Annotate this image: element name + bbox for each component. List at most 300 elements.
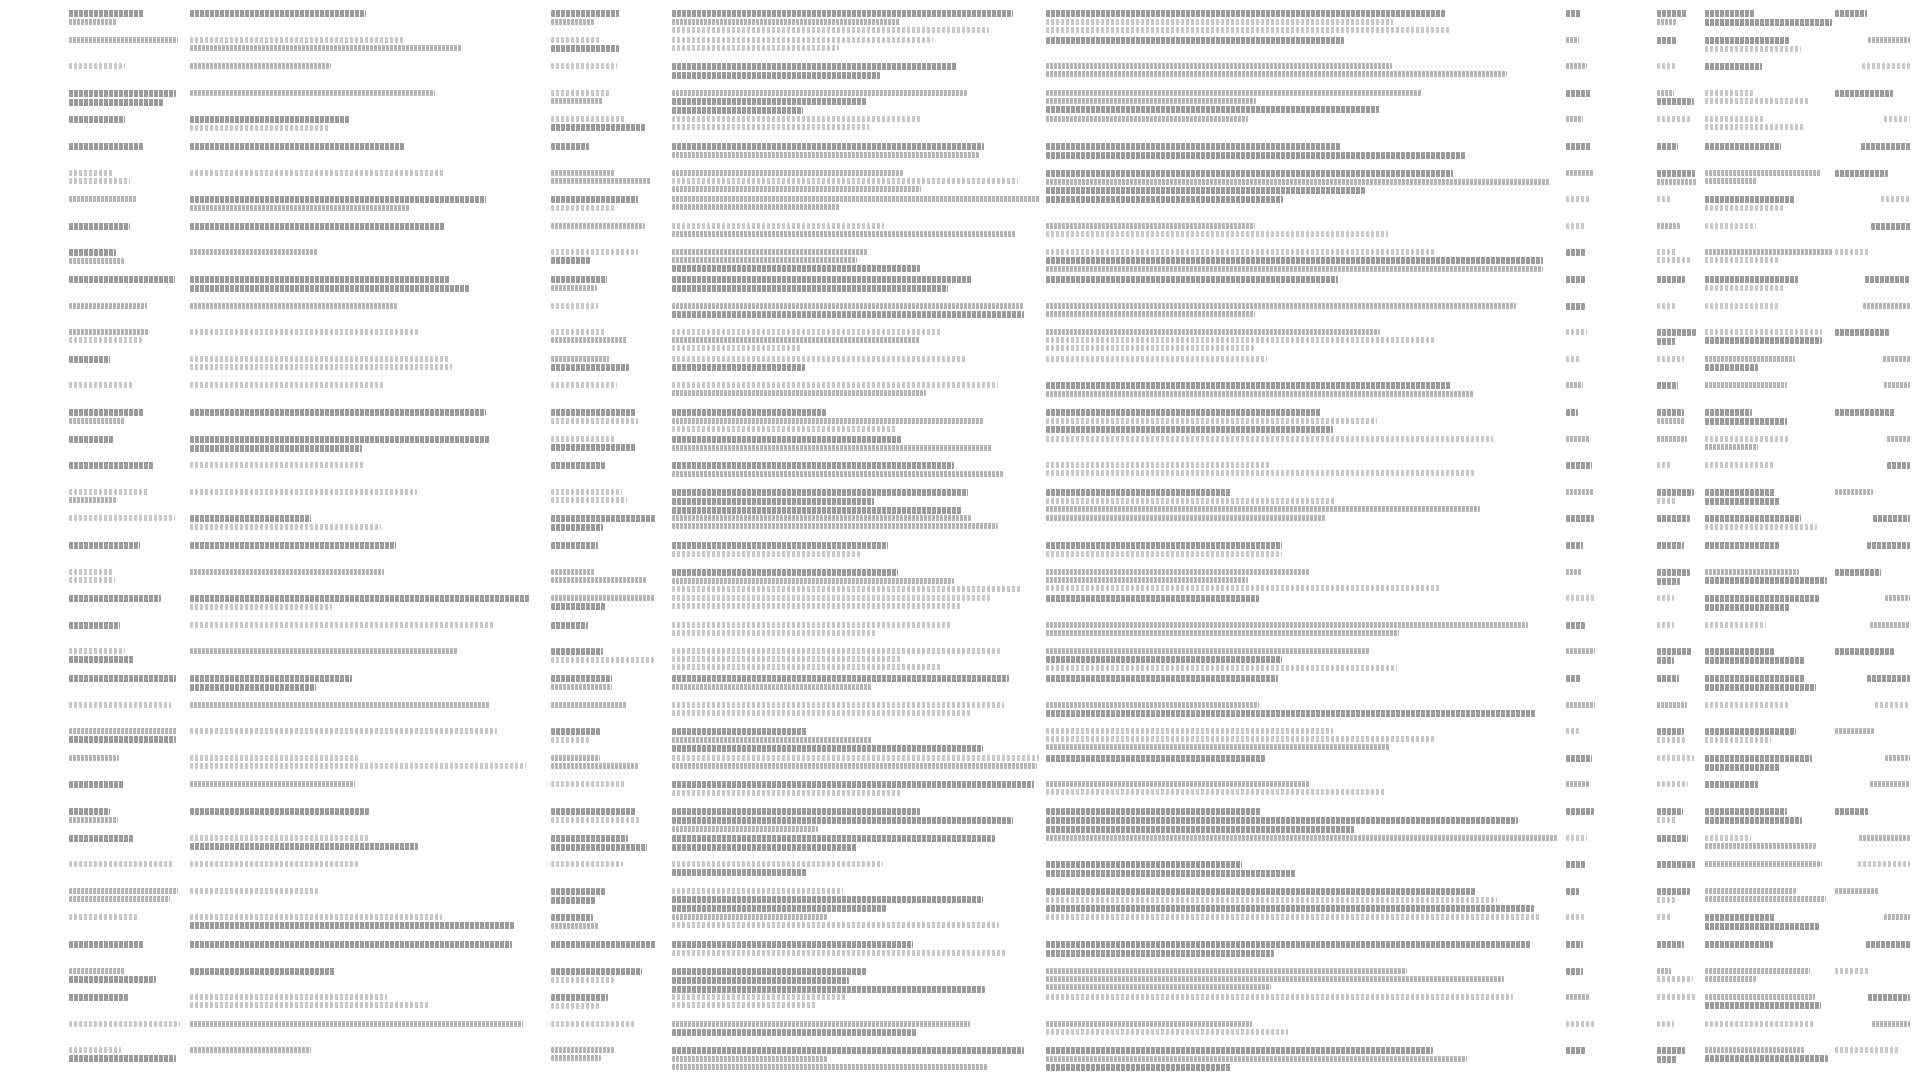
text-line — [69, 656, 134, 663]
description-cell — [1046, 301, 1561, 328]
number-cell — [1566, 859, 1599, 886]
text-line — [672, 950, 1007, 956]
code-cell — [1657, 966, 1697, 993]
text-line — [672, 595, 991, 601]
tail-cell — [1835, 939, 1910, 966]
text-line — [1566, 116, 1583, 122]
code-cell — [1657, 673, 1697, 700]
listing-row — [0, 859, 1920, 886]
text-line — [1705, 914, 1774, 921]
text-line — [1566, 994, 1589, 1000]
number-cell — [1566, 168, 1599, 195]
meta-cell — [1705, 540, 1835, 567]
text-line — [672, 445, 992, 451]
text-line — [1566, 622, 1585, 629]
meta-cell — [1705, 301, 1835, 328]
text-line — [69, 968, 125, 974]
description-cell — [1046, 833, 1561, 860]
text-line — [672, 542, 888, 549]
listing-row — [0, 407, 1920, 434]
text-line — [1566, 276, 1585, 283]
date-cell — [69, 673, 181, 700]
text-line — [1867, 675, 1910, 682]
meta-cell — [1705, 939, 1835, 966]
meta-cell — [1705, 700, 1835, 727]
text-line — [1705, 249, 1832, 255]
tail-cell — [1835, 194, 1910, 221]
id-cell — [551, 380, 657, 407]
text-line — [1046, 622, 1528, 628]
text-line — [190, 356, 449, 362]
date-cell — [69, 806, 181, 833]
text-line — [1865, 276, 1910, 283]
text-line — [672, 10, 1013, 17]
text-line — [1046, 276, 1338, 283]
text-line — [672, 489, 968, 496]
text-line — [672, 737, 872, 743]
text-line — [672, 977, 849, 984]
source-cell — [672, 567, 1042, 594]
text-line — [1705, 1055, 1828, 1062]
date-cell — [69, 460, 181, 487]
text-line — [1566, 808, 1594, 815]
text-line — [1046, 551, 1282, 557]
source-cell — [672, 88, 1042, 115]
date-cell — [69, 274, 181, 301]
text-line — [69, 409, 144, 416]
id-cell — [551, 700, 657, 727]
text-line — [190, 45, 462, 51]
text-line — [1835, 409, 1895, 416]
meta-cell — [1705, 513, 1835, 540]
text-line — [69, 835, 134, 842]
text-line — [1046, 311, 1255, 317]
text-line — [551, 835, 628, 842]
description-cell — [1046, 88, 1561, 115]
text-line — [1866, 941, 1910, 948]
text-line — [69, 781, 124, 788]
listing-row — [0, 513, 1920, 540]
text-line — [1566, 489, 1594, 495]
text-line — [672, 152, 979, 158]
date-cell — [69, 593, 181, 620]
text-line — [1705, 896, 1826, 902]
text-line — [1657, 808, 1683, 815]
text-line — [190, 364, 452, 370]
text-line — [672, 265, 920, 272]
title-cell — [190, 88, 535, 115]
source-cell — [672, 753, 1042, 780]
text-line — [551, 19, 594, 25]
text-line — [1046, 426, 1333, 433]
text-line — [551, 116, 625, 122]
listing-row — [0, 61, 1920, 88]
text-line — [551, 196, 638, 203]
id-cell — [551, 141, 657, 168]
source-cell — [672, 833, 1042, 860]
text-line — [551, 364, 629, 371]
text-line — [1835, 489, 1873, 495]
id-cell — [551, 114, 657, 141]
tail-cell — [1835, 859, 1910, 886]
text-line — [1046, 170, 1453, 177]
text-line — [672, 1029, 916, 1036]
date-cell — [69, 859, 181, 886]
code-cell — [1657, 327, 1697, 354]
description-cell — [1046, 540, 1561, 567]
tail-cell — [1835, 966, 1910, 993]
meta-cell — [1705, 620, 1835, 647]
source-cell — [672, 247, 1042, 274]
text-line — [69, 976, 156, 983]
tail-cell — [1835, 753, 1910, 780]
date-cell — [69, 753, 181, 780]
text-line — [1705, 223, 1756, 229]
meta-cell — [1705, 1045, 1835, 1072]
text-line — [1835, 728, 1874, 734]
text-line — [1566, 249, 1586, 256]
tail-cell — [1835, 833, 1910, 860]
text-line — [1566, 702, 1595, 708]
text-line — [1705, 444, 1758, 450]
text-line — [1705, 329, 1822, 335]
text-line — [551, 524, 603, 531]
listing-row — [0, 434, 1920, 461]
text-line — [672, 586, 1020, 592]
text-line — [1705, 63, 1762, 70]
text-line — [551, 356, 609, 362]
listing-row — [0, 168, 1920, 195]
text-line — [1858, 861, 1910, 867]
text-line — [190, 861, 360, 867]
code-cell — [1657, 726, 1697, 753]
number-cell — [1566, 434, 1599, 461]
text-line — [1046, 1029, 1288, 1035]
text-line — [1705, 116, 1764, 122]
text-line — [69, 303, 147, 309]
code-cell — [1657, 700, 1697, 727]
text-line — [1868, 994, 1910, 1001]
code-cell — [1657, 859, 1697, 886]
text-line — [551, 603, 606, 610]
text-line — [1705, 37, 1790, 44]
meta-cell — [1705, 833, 1835, 860]
source-cell — [672, 992, 1042, 1019]
source-cell — [672, 274, 1042, 301]
description-cell — [1046, 434, 1561, 461]
text-line — [1705, 1021, 1815, 1027]
text-line — [190, 436, 490, 443]
text-line — [672, 471, 1004, 477]
text-line — [1705, 498, 1779, 505]
code-cell — [1657, 194, 1697, 221]
text-line — [672, 551, 860, 557]
text-line — [1046, 835, 1557, 841]
text-line — [1657, 382, 1678, 389]
text-line — [1705, 622, 1766, 628]
code-cell — [1657, 247, 1697, 274]
text-line — [1046, 585, 1439, 591]
text-line — [551, 124, 646, 131]
text-line — [672, 968, 867, 975]
code-cell — [1657, 939, 1697, 966]
listing-row — [0, 247, 1920, 274]
text-line — [69, 675, 176, 682]
title-cell — [190, 247, 535, 274]
description-cell — [1046, 8, 1561, 35]
text-line — [672, 37, 933, 43]
description-cell — [1046, 247, 1561, 274]
number-cell — [1566, 700, 1599, 727]
text-line — [1705, 196, 1794, 203]
number-cell — [1566, 833, 1599, 860]
text-line — [1046, 675, 1278, 682]
text-line — [551, 1003, 599, 1009]
id-cell — [551, 8, 657, 35]
text-line — [69, 170, 113, 176]
source-cell — [672, 8, 1042, 35]
text-line — [1046, 37, 1344, 44]
number-cell — [1566, 221, 1599, 248]
text-line — [672, 905, 886, 912]
tail-cell — [1835, 806, 1910, 833]
text-line — [672, 888, 843, 894]
text-line — [1566, 728, 1579, 734]
text-line — [1566, 515, 1594, 522]
text-line — [1705, 755, 1812, 762]
text-line — [551, 941, 656, 948]
listing-row — [0, 753, 1920, 780]
text-line — [1046, 329, 1380, 335]
text-line — [672, 223, 884, 229]
text-line — [69, 249, 116, 256]
meta-cell — [1705, 673, 1835, 700]
title-cell — [190, 859, 535, 886]
text-line — [672, 515, 971, 521]
text-line — [1875, 702, 1910, 708]
text-line — [1046, 90, 1422, 96]
text-line — [1657, 143, 1678, 150]
source-cell — [672, 1019, 1042, 1046]
listing-row — [0, 912, 1920, 939]
text-line — [551, 37, 600, 43]
text-line — [69, 462, 154, 469]
text-line — [1705, 515, 1801, 522]
text-line — [551, 223, 645, 229]
text-line — [1705, 648, 1774, 655]
text-line — [1046, 630, 1399, 636]
text-line — [69, 356, 110, 363]
text-line — [1566, 914, 1584, 920]
text-line — [69, 418, 125, 424]
source-cell — [672, 301, 1042, 328]
text-line — [190, 542, 396, 549]
number-cell — [1566, 194, 1599, 221]
number-cell — [1566, 1045, 1599, 1072]
text-line — [69, 808, 110, 815]
number-cell — [1566, 1019, 1599, 1046]
number-cell — [1566, 327, 1599, 354]
tail-cell — [1835, 61, 1910, 88]
text-line — [1887, 436, 1910, 442]
code-cell — [1657, 35, 1697, 62]
text-line — [190, 569, 384, 575]
text-line — [672, 1064, 988, 1070]
title-cell — [190, 779, 535, 806]
text-line — [672, 763, 1037, 769]
text-line — [1046, 116, 1248, 122]
id-cell — [551, 1019, 657, 1046]
text-line — [190, 524, 381, 530]
meta-cell — [1705, 460, 1835, 487]
description-cell — [1046, 646, 1561, 673]
id-cell — [551, 61, 657, 88]
text-line — [672, 382, 998, 388]
number-cell — [1566, 380, 1599, 407]
number-cell — [1566, 567, 1599, 594]
description-cell — [1046, 141, 1561, 168]
text-line — [1835, 888, 1879, 894]
source-cell — [672, 966, 1042, 993]
date-cell — [69, 487, 181, 514]
code-cell — [1657, 221, 1697, 248]
text-line — [1835, 648, 1894, 655]
tail-cell — [1835, 301, 1910, 328]
text-line — [69, 702, 171, 708]
description-cell — [1046, 939, 1561, 966]
text-line — [1657, 542, 1684, 549]
listing-row — [0, 593, 1920, 620]
text-line — [1705, 702, 1788, 708]
text-line — [1566, 329, 1587, 335]
code-cell — [1657, 1045, 1697, 1072]
date-cell — [69, 194, 181, 221]
date-cell — [69, 327, 181, 354]
text-line — [69, 1021, 180, 1027]
text-line — [1835, 90, 1893, 97]
code-cell — [1657, 460, 1697, 487]
source-cell — [672, 168, 1042, 195]
text-line — [1566, 63, 1587, 69]
date-cell — [69, 992, 181, 1019]
text-line — [1566, 196, 1589, 202]
description-cell — [1046, 407, 1561, 434]
date-cell — [69, 779, 181, 806]
number-cell — [1566, 460, 1599, 487]
date-cell — [69, 247, 181, 274]
id-cell — [551, 859, 657, 886]
code-cell — [1657, 886, 1697, 913]
date-cell — [69, 1019, 181, 1046]
text-line — [190, 303, 397, 309]
title-cell — [190, 540, 535, 567]
text-line — [672, 72, 880, 79]
tail-cell — [1835, 620, 1910, 647]
title-cell — [190, 434, 535, 461]
title-cell — [190, 301, 535, 328]
id-cell — [551, 434, 657, 461]
description-cell — [1046, 513, 1561, 540]
text-line — [1705, 409, 1752, 416]
text-line — [1046, 10, 1446, 17]
title-cell — [190, 726, 535, 753]
text-line — [1657, 835, 1688, 842]
description-cell — [1046, 886, 1561, 913]
listing-row — [0, 8, 1920, 35]
text-line — [1705, 205, 1783, 211]
text-line — [551, 285, 597, 291]
text-line — [1566, 941, 1583, 948]
text-line — [1705, 10, 1755, 17]
date-cell — [69, 833, 181, 860]
text-line — [190, 843, 418, 850]
description-cell — [1046, 700, 1561, 727]
number-cell — [1566, 620, 1599, 647]
listing-row — [0, 327, 1920, 354]
text-line — [1046, 27, 1451, 33]
meta-cell — [1705, 88, 1835, 115]
text-line — [69, 817, 118, 823]
text-line — [1046, 755, 1265, 762]
text-line — [190, 835, 369, 841]
text-line — [1046, 303, 1516, 309]
text-line — [1566, 542, 1583, 549]
text-line — [1705, 382, 1787, 388]
text-line — [672, 648, 1000, 654]
text-line — [551, 968, 642, 975]
date-cell — [69, 434, 181, 461]
text-line — [1046, 1064, 1231, 1071]
code-cell — [1657, 168, 1697, 195]
text-line — [190, 763, 526, 769]
text-line — [1705, 337, 1822, 344]
text-line — [672, 675, 1009, 682]
text-line — [190, 489, 417, 495]
source-cell — [672, 779, 1042, 806]
text-line — [1835, 249, 1869, 255]
text-line — [1046, 337, 1434, 343]
text-line — [1046, 994, 1513, 1000]
date-cell — [69, 168, 181, 195]
date-cell — [69, 407, 181, 434]
text-line — [1657, 657, 1674, 664]
meta-cell — [1705, 859, 1835, 886]
text-line — [551, 728, 600, 735]
text-line — [190, 63, 331, 69]
source-cell — [672, 726, 1042, 753]
text-line — [1566, 10, 1581, 17]
description-cell — [1046, 380, 1561, 407]
text-line — [69, 622, 120, 629]
text-line — [1705, 808, 1787, 815]
code-cell — [1657, 540, 1697, 567]
text-line — [672, 63, 957, 70]
id-cell — [551, 301, 657, 328]
date-cell — [69, 567, 181, 594]
tail-cell — [1835, 247, 1910, 274]
text-line — [1046, 196, 1283, 203]
text-line — [69, 99, 163, 106]
text-line — [1046, 498, 1335, 504]
text-line — [1835, 170, 1888, 177]
code-cell — [1657, 620, 1697, 647]
code-cell — [1657, 646, 1697, 673]
meta-cell — [1705, 912, 1835, 939]
text-line — [1566, 888, 1579, 895]
code-cell — [1657, 753, 1697, 780]
text-line — [1046, 950, 1274, 957]
date-cell — [69, 620, 181, 647]
